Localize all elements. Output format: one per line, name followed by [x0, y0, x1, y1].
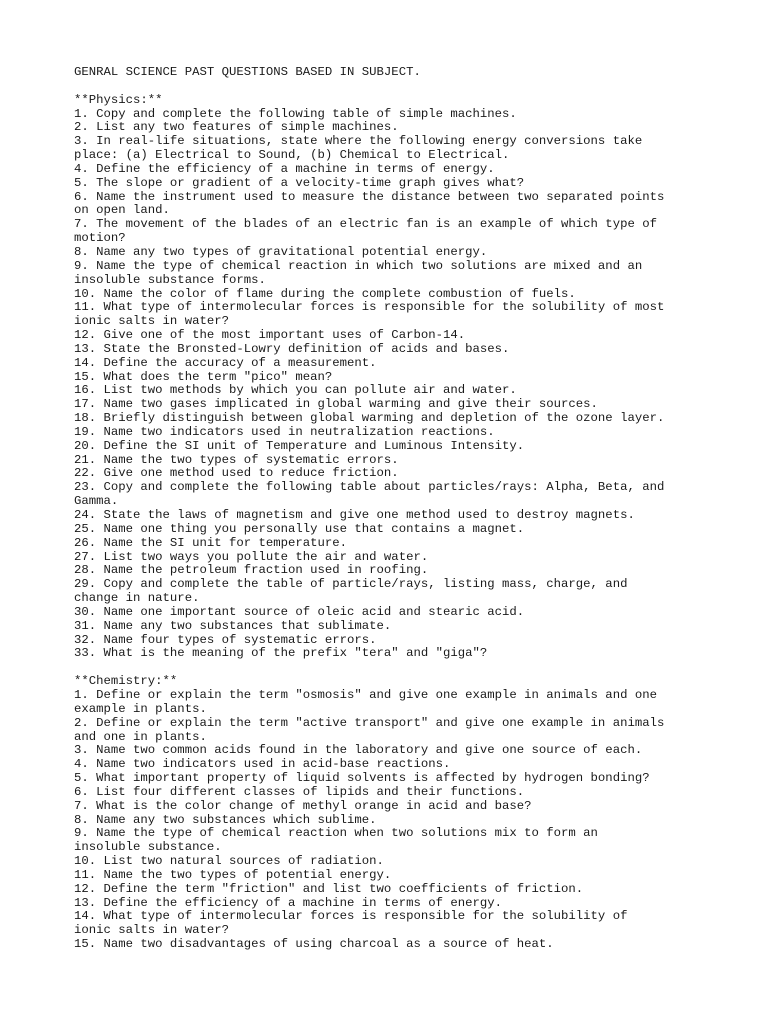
- question-line: 7. What is the color change of methyl orange in acid and base?: [74, 798, 532, 813]
- physics-question-list: [74, 108, 714, 662]
- question-line: 25. Name one thing you personally use that contains a magnet.: [74, 521, 525, 536]
- question-line: 1. Define or explain the term "osmosis" and give one example in animals and one: [74, 687, 657, 702]
- question-line: ionic salts in water?: [74, 923, 229, 938]
- question-line: 13. Define the efficiency of a machine in terms of energy.: [74, 895, 503, 910]
- question-line: 4. Name two indicators used in acid-base reactions.: [74, 757, 451, 772]
- question-line: 27. List two ways you pollute the air and water.: [74, 549, 429, 564]
- question-line: 10. Name the color of flame during the complete combustion of fuels.: [74, 286, 576, 301]
- question-line: change in nature.: [74, 591, 200, 606]
- question-line: 3. In real-life situations, state where the following energy conversions take: [74, 134, 643, 149]
- spacer: [74, 80, 714, 94]
- question-line: 5. The slope or gradient of a velocity-time graph gives what?: [74, 175, 525, 190]
- chemistry-question-list: [74, 689, 714, 952]
- question-line: insoluble substance forms.: [74, 272, 266, 287]
- question-line: 24. State the laws of magnetism and give one method used to destroy magnets.: [74, 508, 635, 522]
- question-line: example in plants.: [74, 701, 207, 716]
- question-line: 31. Name any two substances that sublimate.: [74, 618, 392, 633]
- question-line: 12. Define the term "friction" and list two coefficients of friction.: [74, 881, 584, 896]
- question-line: 22. Give one method used to reduce friction.: [74, 466, 399, 481]
- question-line: 19. Name two indicators used in neutralization reactions.: [74, 424, 495, 439]
- question-line: 28. Name the petroleum fraction used in roofing.: [74, 563, 429, 578]
- question-line: 18. Briefly distinguish between global warming and depletion of the ozone layer.: [74, 411, 665, 426]
- question-line: 9. Name the type of chemical reaction in which two solutions are mixed and an: [74, 258, 643, 273]
- question-line: 9. Name the type of chemical reaction when two solutions mix to form an: [74, 826, 598, 841]
- question-line: 6. List four different classes of lipids and their functions.: [74, 784, 525, 799]
- question-line: 1. Copy and complete the following table of simple machines.: [74, 106, 517, 121]
- question-line: insoluble substance.: [74, 840, 222, 855]
- question-line: 13. State the Bronsted-Lowry definition of acids and bases.: [74, 341, 510, 356]
- question-line: 10. List two natural sources of radiation.: [74, 854, 384, 869]
- question-line: 29. Copy and complete the table of particle/rays, listing mass, charge, and: [74, 577, 628, 592]
- question-line: Gamma.: [74, 494, 119, 509]
- question-line: 11. Name the two types of potential energy.: [74, 867, 392, 882]
- section-heading-physics: **Physics:**: [74, 92, 163, 107]
- question-line: 26. Name the SI unit for temperature.: [74, 535, 348, 550]
- question-line: 21. Name the two types of systematic errors.: [74, 452, 399, 467]
- question-line: 8. Name any two types of gravitational potential energy.: [74, 244, 488, 259]
- document-title: GENRAL SCIENCE PAST QUESTIONS BASED IN SUBJECT.: [74, 65, 421, 79]
- question-line: on open land.: [74, 203, 170, 218]
- question-line: 2. List any two features of simple machines.: [74, 120, 399, 135]
- question-line: 20. Define the SI unit of Temperature and Luminous Intensity.: [74, 438, 525, 453]
- question-line: 4. Define the efficiency of a machine in terms of energy.: [74, 161, 495, 176]
- question-line: and one in plants.: [74, 729, 207, 744]
- question-line: 7. The movement of the blades of an electric fan is an example of which type of: [74, 217, 657, 232]
- question-line: 23. Copy and complete the following table about particles/rays: Alpha, Beta, and: [74, 480, 665, 495]
- question-line: 6. Name the instrument used to measure the distance between two separated points: [74, 189, 665, 204]
- question-line: 2. Define or explain the term "active transport" and give one example in animals: [74, 715, 665, 730]
- question-line: 15. Name two disadvantages of using charcoal as a source of heat.: [74, 937, 554, 952]
- question-line: 8. Name any two substances which sublime.: [74, 812, 377, 827]
- question-line: 12. Give one of the most important uses of Carbon-14.: [74, 328, 466, 343]
- section-heading-chemistry: **Chemistry:**: [74, 674, 178, 689]
- question-line: 5. What important property of liquid solvents is affected by hydrogen bonding?: [74, 771, 650, 786]
- question-line: 15. What does the term "pico" mean?: [74, 369, 333, 384]
- question-line: motion?: [74, 231, 126, 246]
- question-line: place: (a) Electrical to Sound, (b) Chemical to Electrical.: [74, 148, 510, 163]
- question-line: 3. Name two common acids found in the laboratory and give one source of each.: [74, 743, 643, 758]
- question-line: 33. What is the meaning of the prefix "tera" and "giga"?: [74, 646, 488, 661]
- question-line: 11. What type of intermolecular forces is responsible for the solubility of most: [74, 300, 665, 315]
- question-line: ionic salts in water?: [74, 314, 229, 329]
- question-line: 14. What type of intermolecular forces is responsible for the solubility of: [74, 909, 628, 924]
- question-line: 32. Name four types of systematic errors.: [74, 632, 377, 647]
- document-page: [74, 66, 714, 952]
- spacer: [74, 661, 714, 675]
- question-line: 14. Define the accuracy of a measurement.: [74, 355, 377, 370]
- question-line: 30. Name one important source of oleic acid and stearic acid.: [74, 604, 525, 619]
- question-line: 17. Name two gases implicated in global warming and give their sources.: [74, 397, 598, 412]
- question-line: 16. List two methods by which you can pollute air and water.: [74, 383, 517, 398]
